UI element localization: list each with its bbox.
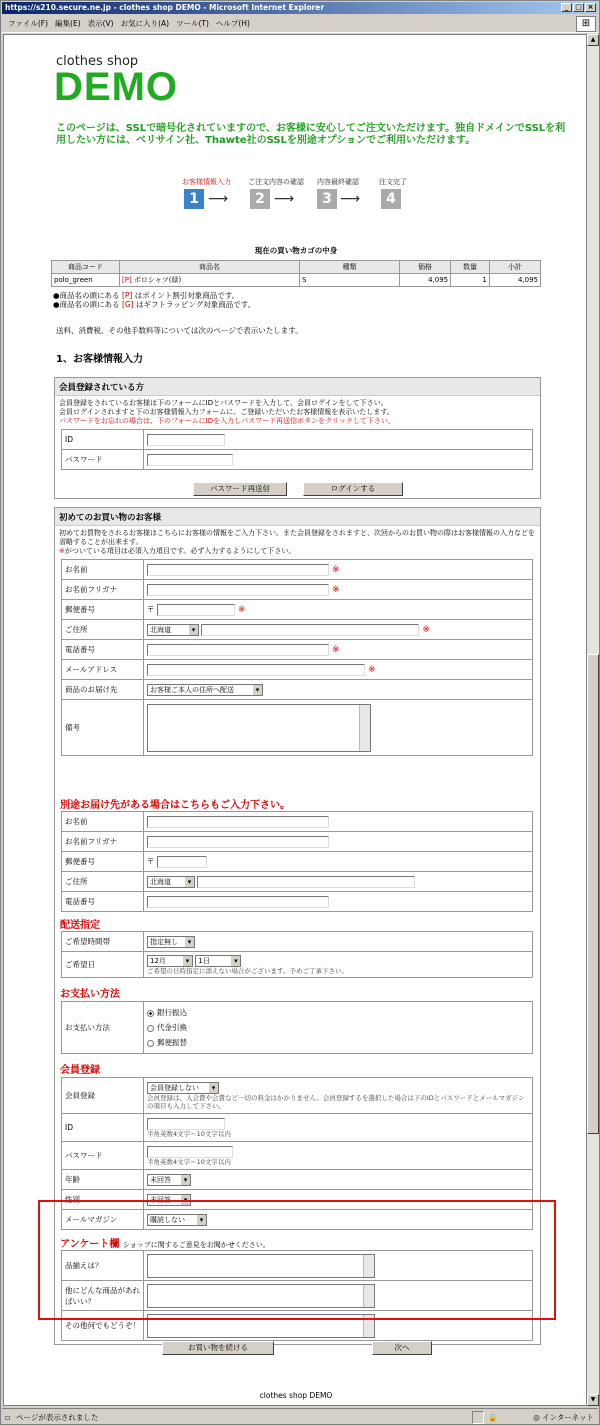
reg-password-note: 半角英数4文字～10文字以内 xyxy=(147,1157,231,1166)
login-button[interactable]: ログインする xyxy=(303,482,403,496)
reg-id-note: 半角英数4文字～10文字以内 xyxy=(147,1129,231,1138)
step3-label: 内容最終確認 xyxy=(317,178,359,186)
step2-label: ご注文内容の確認 xyxy=(248,178,304,186)
login-password-cell xyxy=(144,450,533,470)
survey-subtitle: ショップに関するご意見をお聞かせください。 xyxy=(122,1241,270,1249)
age-cell xyxy=(144,1170,533,1190)
section-title: 1、お客様情報入力 xyxy=(56,354,143,365)
zone-text: インターネット xyxy=(542,1413,594,1422)
resend-password-button[interactable]: パスワード再送信 xyxy=(193,482,287,496)
menu-tools[interactable]: ツール(T) xyxy=(176,19,209,28)
col-type: 種類 xyxy=(300,261,400,274)
lock-icon: 🔒 xyxy=(488,1413,498,1422)
col-price: 価格 xyxy=(400,261,451,274)
survey-q3-label: その他何でもどうぞ！ xyxy=(62,1311,144,1341)
postal-input[interactable] xyxy=(157,604,235,616)
payment-label: お支払い方法 xyxy=(62,1002,144,1054)
zone-indicator xyxy=(533,1409,594,1426)
payment-option-bank[interactable] xyxy=(147,1005,529,1020)
reg-id-label: ID xyxy=(62,1114,144,1142)
required-mark-icon: ※ xyxy=(368,664,376,675)
date-note: ご希望の日時指定に添えない場合がございます。予めご了承下さい。 xyxy=(147,966,348,975)
required-mark-icon: ※ xyxy=(59,547,65,555)
reg-password-cell xyxy=(144,1142,533,1170)
alt-address-heading: 別途お届け先がある場合はこちらもご入力下さい。 xyxy=(60,800,290,811)
remarks-label: 備考 xyxy=(62,700,144,756)
required-mark-icon: ※ xyxy=(237,604,246,615)
alt-phone-label: 電話番号 xyxy=(62,892,144,912)
radio-icon[interactable] xyxy=(147,1040,154,1047)
alt-name-cell xyxy=(144,812,533,832)
payment-options xyxy=(144,1002,533,1054)
login-id-input[interactable] xyxy=(147,434,225,446)
cell-name xyxy=(120,274,300,287)
address-input[interactable] xyxy=(201,624,419,636)
payment-option-label: 郵便振替 xyxy=(157,1038,187,1047)
alt-kana-label: お名前フリガナ xyxy=(62,832,144,852)
date-cell xyxy=(144,952,533,978)
alt-postal-input[interactable] xyxy=(157,856,207,868)
cell-type: S xyxy=(300,274,400,287)
alt-address-label: ご住所 xyxy=(62,872,144,892)
continue-shopping-button[interactable]: お買い物を続ける xyxy=(162,1341,274,1355)
alt-name-input[interactable] xyxy=(147,816,329,828)
maximize-button[interactable]: □ xyxy=(573,3,584,12)
member-login-box xyxy=(54,377,541,499)
customer-form xyxy=(61,559,533,756)
minimize-button[interactable]: _ xyxy=(561,3,572,12)
date-label: ご希望日 xyxy=(62,952,144,978)
alt-kana-input[interactable] xyxy=(147,836,329,848)
radio-selected-icon[interactable] xyxy=(147,1010,154,1017)
scroll-thumb[interactable] xyxy=(587,654,599,1134)
email-label: メールアドレス xyxy=(62,660,144,680)
menu-favorites[interactable]: お気に入り(A) xyxy=(120,19,170,28)
postal-mark-icon: 〒 xyxy=(147,604,155,614)
order-steps xyxy=(174,177,424,217)
menu-file[interactable]: ファイル(F) xyxy=(8,19,49,28)
gift-note xyxy=(53,300,255,309)
title-bar xyxy=(2,2,598,14)
globe-icon: ◎ xyxy=(533,1413,540,1422)
table-row xyxy=(52,274,541,287)
registration-note: 会員登録は、入会費や会費など一切の料金はかかりません。会員登録するを選択した場合は下のIDとパスワードとメールマガジンの項目も入力して下さい。 xyxy=(147,1093,525,1110)
step4-number: 4 xyxy=(381,189,401,209)
reg-password-input[interactable] xyxy=(147,1146,233,1158)
survey-q2-label: 他にどんな商品があればいい？ xyxy=(62,1281,144,1311)
point-note-post: はポイント割引対象商品です。 xyxy=(134,291,240,300)
member-desc-3: パスワードをお忘れの場合は、下のフォームにIDを入力しパスワード再送信ボタンをクリックして下さい。 xyxy=(59,417,395,425)
member-desc-1: 会員登録をされているお客様は下のフォームにIDとパスワードを入力して、会員ログインをして下さい。 xyxy=(59,399,388,407)
status-pane xyxy=(472,1411,484,1424)
menu-help[interactable]: ヘルプ(H) xyxy=(215,19,250,28)
payment-heading: お支払い方法 xyxy=(60,989,120,1000)
magazine-label: メールマガジン xyxy=(62,1210,144,1230)
login-id-label: ID xyxy=(62,430,144,450)
payment-option-label: 銀行振込 xyxy=(157,1008,187,1017)
reg-id-input[interactable] xyxy=(147,1118,225,1130)
payment-option-label: 代金引換 xyxy=(157,1023,187,1032)
cell-code: polo_green xyxy=(52,274,120,287)
login-password-label: パスワード xyxy=(62,450,144,470)
kana-input[interactable] xyxy=(147,584,329,596)
point-note-pre: ●商品名の頭にある xyxy=(53,291,120,300)
page-icon: ▫ xyxy=(5,1413,11,1422)
col-subtotal: 小計 xyxy=(489,261,540,274)
point-tag: [P] xyxy=(122,276,132,284)
first-customer-heading: 初めてのお買い物のお客様 xyxy=(55,508,540,526)
cell-qty: 1 xyxy=(451,274,490,287)
alt-address-form xyxy=(61,811,533,912)
required-mark-icon: ※ xyxy=(332,644,340,655)
cell-price: 4,095 xyxy=(400,274,451,287)
alt-name-label: お名前 xyxy=(62,812,144,832)
step-arrow-icon: ⟶ xyxy=(274,191,295,207)
payment-option-postal[interactable] xyxy=(147,1035,529,1050)
next-button[interactable]: 次へ xyxy=(372,1341,432,1355)
phone-label: 電話番号 xyxy=(62,640,144,660)
ssl-intro-text: このページは、SSLで暗号化されていますので、お客様に安心してご注文いただけます。独自ドメインでSSLを利用したい方には、ベリサイン社、Thawte社のSSLを別途オプションでご利用いただけます。 xyxy=(56,123,566,146)
age-select[interactable]: 未回答 ▾ xyxy=(147,1174,191,1186)
alt-phone-cell xyxy=(144,892,533,912)
email-field[interactable] xyxy=(147,664,365,676)
required-mark-icon: ※ xyxy=(422,624,430,635)
first-customer-desc xyxy=(55,526,540,559)
prefecture-select[interactable]: 北海道 ▾ xyxy=(147,624,199,636)
cart-header-row xyxy=(52,261,541,274)
product-name: ポロシャツ(緑) xyxy=(133,276,182,284)
postal-cell xyxy=(144,600,533,620)
gift-note-post: はギフトラッピング対象商品です。 xyxy=(136,300,256,309)
payment-option-cod[interactable] xyxy=(147,1020,529,1035)
alt-address-input[interactable] xyxy=(197,876,415,888)
remarks-textarea[interactable] xyxy=(147,704,371,752)
sex-label: 性別 xyxy=(62,1190,144,1210)
alt-postal-label: 郵便番号 xyxy=(62,852,144,872)
name-input[interactable] xyxy=(147,564,329,576)
survey-highlight-box xyxy=(38,1200,556,1320)
gift-note-tag: [G] xyxy=(121,300,134,309)
step-arrow-icon: ⟶ xyxy=(340,191,361,207)
cart-table xyxy=(51,260,541,287)
step4-label: 注文完了 xyxy=(379,178,407,186)
alt-prefecture-select[interactable]: 北海道 ▾ xyxy=(147,876,195,888)
cart-caption: 現在の買い物カゴの中身 xyxy=(254,246,338,255)
phone-input[interactable] xyxy=(147,644,329,656)
phone-cell xyxy=(144,640,533,660)
menu-bar xyxy=(2,15,598,33)
address-label: ご住所 xyxy=(62,620,144,640)
day-select[interactable]: 1日 ▾ xyxy=(195,955,241,967)
alt-phone-input[interactable] xyxy=(147,896,329,908)
time-cell xyxy=(144,932,533,952)
point-note-tag: [P] xyxy=(121,291,133,300)
delivery-label: 商品のお届け先 xyxy=(62,680,144,700)
col-qty: 数量 xyxy=(451,261,490,274)
kana-cell xyxy=(144,580,533,600)
login-form xyxy=(61,429,533,470)
address-cell xyxy=(144,620,533,640)
email-cell xyxy=(144,660,533,680)
reg-label: 会員登録 xyxy=(62,1078,144,1114)
shipping-form xyxy=(61,931,533,978)
name-label: お名前 xyxy=(62,560,144,580)
status-bar xyxy=(2,1408,598,1425)
shipping-heading: 配送指定 xyxy=(60,920,100,931)
survey-title: アンケート欄 xyxy=(60,1239,120,1250)
step-arrow-icon: ⟶ xyxy=(208,191,229,207)
first-desc-2: がついている項目は必須入力項目です。必ず入力するようにして下さい。 xyxy=(64,547,296,555)
member-desc-2: 会員ログインされますと下のお客様情報入力フォームに、ご登録いただいたお客様情報を表示いたします。 xyxy=(59,408,394,416)
footer-text: clothes shop DEMO xyxy=(259,1391,333,1400)
vertical-scrollbar[interactable] xyxy=(587,34,599,1406)
member-login-heading: 会員登録されている方 xyxy=(55,378,540,396)
gift-note-pre: ●商品名の頭にある xyxy=(53,300,120,309)
scroll-down-icon[interactable]: ▼ xyxy=(587,1394,599,1406)
survey-q1-label: 品揃えは？ xyxy=(62,1251,144,1281)
member-login-desc xyxy=(55,396,540,429)
sex-select[interactable]: 未回答 ▾ xyxy=(147,1194,191,1206)
registration-heading: 会員登録 xyxy=(60,1065,100,1076)
shipping-note: 送料、消費税、その他手数料等については次のページで表示いたします。 xyxy=(56,326,303,335)
reg-cell xyxy=(144,1078,533,1114)
step3-number: 3 xyxy=(317,189,337,209)
logo-demo[interactable]: DEMO xyxy=(54,65,178,109)
col-name: 商品名 xyxy=(120,261,300,274)
magazine-select[interactable]: 購読しない ▾ xyxy=(147,1214,207,1226)
name-cell xyxy=(144,560,533,580)
logo-small-text: clothes shop xyxy=(56,54,139,69)
time-select[interactable]: 指定無し ▾ xyxy=(147,936,195,948)
status-text: ページが表示されました xyxy=(16,1413,99,1422)
login-password-input[interactable] xyxy=(147,454,233,466)
month-select[interactable]: 12月 ▾ xyxy=(147,955,193,967)
close-button[interactable]: × xyxy=(585,3,596,12)
registration-select[interactable]: 会員登録しない ▾ xyxy=(147,1082,219,1094)
delivery-select[interactable]: お客様ご本人の住所へ配送 ▾ xyxy=(147,684,263,696)
delivery-cell xyxy=(144,680,533,700)
col-code: 商品コード xyxy=(52,261,120,274)
cell-subtotal: 4,095 xyxy=(489,274,540,287)
alt-kana-cell xyxy=(144,832,533,852)
reg-password-label: パスワード xyxy=(62,1142,144,1170)
alt-postal-cell xyxy=(144,852,533,872)
time-label: ご希望時間帯 xyxy=(62,932,144,952)
login-id-cell xyxy=(144,430,533,450)
point-note xyxy=(53,291,239,300)
step2-number: 2 xyxy=(250,189,270,209)
payment-form xyxy=(61,1001,533,1054)
windows-logo-icon: ⊞ xyxy=(576,16,596,32)
kana-label: お名前フリガナ xyxy=(62,580,144,600)
age-label: 年齢 xyxy=(62,1170,144,1190)
scroll-up-icon[interactable]: ▲ xyxy=(587,34,599,46)
radio-icon[interactable] xyxy=(147,1025,154,1032)
required-mark-icon: ※ xyxy=(332,564,340,575)
postal-mark-icon: 〒 xyxy=(147,856,155,866)
first-desc-1: 初めてお買物をされるお客様はこちらにお客様の情報をご入力下さい。また会員登録をされますと、次回からのお買い物の際はお客様情報の入力などを省略することが出来ます。 xyxy=(59,529,535,546)
menu-edit[interactable]: 編集(E) xyxy=(55,19,81,28)
step1-number: 1 xyxy=(184,189,204,209)
alt-address-cell xyxy=(144,872,533,892)
required-mark-icon: ※ xyxy=(332,584,340,595)
step1-label: お客様情報入力 xyxy=(182,178,231,186)
postal-label: 郵便番号 xyxy=(62,600,144,620)
menu-view[interactable]: 表示(V) xyxy=(87,19,114,28)
window-title: https://s210.secure.ne.jp - clothes shop DEMO - Microsoft Internet Explorer xyxy=(5,3,325,12)
reg-id-cell xyxy=(144,1114,533,1142)
remarks-cell xyxy=(144,700,533,756)
